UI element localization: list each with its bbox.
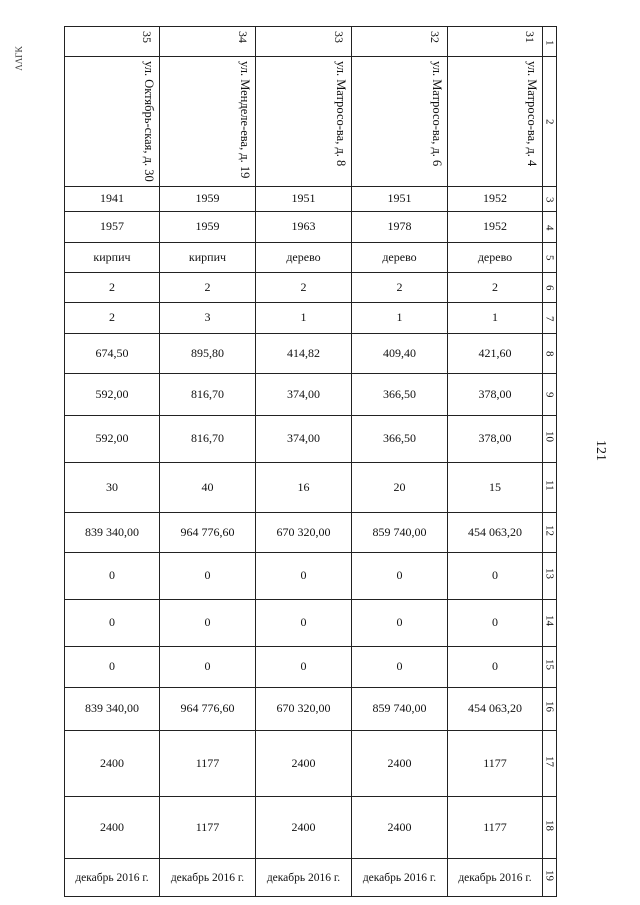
deadline-text: декабрь 2016 г. xyxy=(75,871,149,884)
c15-text: 0 xyxy=(492,659,498,674)
address-text: ул. Матросо-ва, д. 4 xyxy=(525,61,539,167)
table-cell-floors xyxy=(448,272,543,302)
row-number-cell xyxy=(543,415,557,462)
row-number-cell xyxy=(543,242,557,272)
row-number-cell xyxy=(543,858,557,896)
table-cell-c15 xyxy=(160,646,256,687)
repair-text: 1957 xyxy=(100,219,124,234)
row-number-cell xyxy=(543,462,557,512)
c18-text: 1177 xyxy=(195,819,220,834)
table-cell-area_living xyxy=(65,373,160,415)
table-cell-area_total xyxy=(256,333,352,373)
row-number: 17 xyxy=(543,755,556,767)
table-cell-c15 xyxy=(352,646,448,687)
c16-text: 839 340,00 xyxy=(85,701,139,716)
c15-text: 0 xyxy=(204,659,211,674)
num-text: 32 xyxy=(428,31,442,43)
built-text: 1951 xyxy=(387,191,412,206)
area_living-text: 592,00 xyxy=(95,386,129,401)
row-number-cell xyxy=(543,57,557,187)
table-cell-built xyxy=(256,186,352,211)
row-number-cell xyxy=(543,186,557,211)
c13-text: 0 xyxy=(204,568,211,583)
residents-text: 15 xyxy=(489,479,501,494)
table-cell-floors xyxy=(65,272,160,302)
table-cell-repair xyxy=(160,211,256,242)
c17-text: 1177 xyxy=(195,755,220,770)
table-cell-c16 xyxy=(448,687,543,730)
table-cell-address xyxy=(352,57,448,187)
entrances-text: 2 xyxy=(109,310,115,325)
area_living-text: 374,00 xyxy=(287,386,320,401)
deadline-text: декабрь 2016 г. xyxy=(170,871,245,884)
table-cell-material xyxy=(448,242,543,272)
table-cell-c13 xyxy=(352,552,448,599)
table-cell-built xyxy=(65,186,160,211)
built-text: 1951 xyxy=(291,191,316,206)
num-text: 31 xyxy=(523,31,537,43)
row-number-cell xyxy=(543,796,557,858)
table-row xyxy=(65,186,557,211)
row-number: 15 xyxy=(543,659,556,671)
table-cell-area_living xyxy=(448,373,543,415)
table-cell-c16 xyxy=(352,687,448,730)
table-cell-c18 xyxy=(160,796,256,858)
c13-text: 0 xyxy=(300,568,307,583)
table-cell-cost xyxy=(65,512,160,552)
deadline-text: декабрь 2016 г. xyxy=(266,871,341,884)
row-number-cell xyxy=(543,687,557,730)
table-cell-c18 xyxy=(352,796,448,858)
row-number-cell xyxy=(543,211,557,242)
table-cell-material xyxy=(352,242,448,272)
table-cell-area_residential xyxy=(448,415,543,462)
row-number: 2 xyxy=(543,119,556,125)
row-number: 7 xyxy=(543,315,556,322)
c14-text: 0 xyxy=(204,615,211,630)
table-cell-repair xyxy=(448,211,543,242)
table-row xyxy=(65,687,557,730)
table-row xyxy=(65,242,557,272)
table-row xyxy=(65,415,557,462)
entrances-text: 3 xyxy=(204,310,211,325)
row-number-cell xyxy=(543,512,557,552)
address-text: ул. Менделе-ева, д. 19 xyxy=(238,61,252,179)
table-cell-c14 xyxy=(448,599,543,646)
table-cell-c13 xyxy=(160,552,256,599)
c14-text: 0 xyxy=(396,615,403,630)
area_residential-text: 366,50 xyxy=(383,431,416,446)
num-text: 35 xyxy=(140,31,154,43)
built-text: 1952 xyxy=(483,191,507,206)
residents-text: 30 xyxy=(106,479,118,494)
row-number: 6 xyxy=(543,285,556,291)
table-cell-area_total xyxy=(160,333,256,373)
row-number: 14 xyxy=(543,615,556,627)
row-number-cell xyxy=(543,27,557,57)
row-number: 13 xyxy=(543,568,556,580)
area_total-text: 674,50 xyxy=(95,345,129,360)
table-cell-c13 xyxy=(448,552,543,599)
area_living-text: 378,00 xyxy=(478,386,512,401)
table-row xyxy=(65,646,557,687)
table-cell-area_total xyxy=(448,333,543,373)
row-number: 5 xyxy=(543,255,556,261)
area_total-text: 409,40 xyxy=(383,345,416,360)
table-cell-c14 xyxy=(256,599,352,646)
area_residential-text: 378,00 xyxy=(478,431,512,446)
c18-text: 2400 xyxy=(100,819,124,834)
c16-text: 670 320,00 xyxy=(276,701,331,716)
table-cell-residents xyxy=(160,462,256,512)
table-cell-entrances xyxy=(65,302,160,333)
num-text: 34 xyxy=(236,31,250,43)
table-cell-cost xyxy=(448,512,543,552)
table-cell-num xyxy=(448,27,543,57)
table-cell-area_total xyxy=(65,333,160,373)
table-row xyxy=(65,211,557,242)
table-cell-c18 xyxy=(256,796,352,858)
built-text: 1959 xyxy=(195,191,220,206)
table-cell-cost xyxy=(352,512,448,552)
table-row xyxy=(65,27,557,57)
row-number: 1 xyxy=(543,39,556,45)
row-number: 19 xyxy=(543,869,556,881)
row-number: 11 xyxy=(543,480,556,491)
table-cell-floors xyxy=(160,272,256,302)
c17-text: 2400 xyxy=(100,755,124,770)
table-row xyxy=(65,302,557,333)
material-text: кирпич xyxy=(188,249,227,264)
table-cell-c16 xyxy=(160,687,256,730)
floors-text: 2 xyxy=(300,279,307,294)
c13-text: 0 xyxy=(492,568,498,583)
table-cell-c15 xyxy=(448,646,543,687)
address-text: ул. Матросо-ва, д. 6 xyxy=(430,61,444,167)
table-row xyxy=(65,599,557,646)
deadline-text: декабрь 2016 г. xyxy=(458,871,532,884)
cost-text: 670 320,00 xyxy=(276,524,331,539)
table-row xyxy=(65,462,557,512)
repair-text: 1963 xyxy=(291,219,316,234)
table-cell-address xyxy=(448,57,543,187)
row-number-cell xyxy=(543,646,557,687)
table-cell-deadline xyxy=(160,858,256,896)
table-row xyxy=(65,333,557,373)
area_residential-text: 592,00 xyxy=(95,431,129,446)
table-cell-built xyxy=(352,186,448,211)
table-cell-c18 xyxy=(65,796,160,858)
table-cell-built xyxy=(448,186,543,211)
table-cell-c17 xyxy=(352,730,448,796)
table-row xyxy=(65,858,557,896)
material-text: кирпич xyxy=(93,249,131,264)
table-cell-entrances xyxy=(160,302,256,333)
c15-text: 0 xyxy=(396,659,403,674)
row-number: 3 xyxy=(543,196,556,203)
table-cell-c13 xyxy=(65,552,160,599)
table-cell-area_living xyxy=(160,373,256,415)
built-text: 1941 xyxy=(100,191,124,206)
table-cell-area_residential xyxy=(160,415,256,462)
row-number: 18 xyxy=(543,819,556,831)
table-row xyxy=(65,796,557,858)
floors-text: 2 xyxy=(396,279,403,294)
deadline-text: декабрь 2016 г. xyxy=(362,871,437,884)
repair-text: 1952 xyxy=(483,219,507,234)
table-cell-cost xyxy=(160,512,256,552)
table-cell-c16 xyxy=(65,687,160,730)
floors-text: 2 xyxy=(109,279,115,294)
table-cell-area_residential xyxy=(65,415,160,462)
cost-text: 964 776,60 xyxy=(180,524,235,539)
c17-text: 1177 xyxy=(483,755,507,770)
table-row xyxy=(65,730,557,796)
area_living-text: 816,70 xyxy=(191,386,224,401)
table-cell-material xyxy=(65,242,160,272)
data-table xyxy=(64,26,557,897)
margin-note: ΛΛΓΚ xyxy=(14,46,24,71)
table-row xyxy=(65,57,557,187)
c15-text: 0 xyxy=(300,659,307,674)
table-cell-num xyxy=(256,27,352,57)
table-cell-floors xyxy=(352,272,448,302)
table-cell-material xyxy=(160,242,256,272)
row-number-cell xyxy=(543,272,557,302)
table-cell-floors xyxy=(256,272,352,302)
residents-text: 40 xyxy=(201,479,214,494)
table-cell-address xyxy=(160,57,256,187)
floors-text: 2 xyxy=(204,279,211,294)
table-cell-entrances xyxy=(352,302,448,333)
table-cell-entrances xyxy=(256,302,352,333)
area_total-text: 421,60 xyxy=(478,345,512,360)
table-cell-material xyxy=(256,242,352,272)
c16-text: 964 776,60 xyxy=(180,701,235,716)
cost-text: 839 340,00 xyxy=(85,524,139,539)
table-cell-residents xyxy=(256,462,352,512)
table-cell-c17 xyxy=(160,730,256,796)
table-cell-area_living xyxy=(352,373,448,415)
table-row xyxy=(65,552,557,599)
row-number: 12 xyxy=(543,524,556,536)
table-cell-address xyxy=(256,57,352,187)
row-number-cell xyxy=(543,730,557,796)
table-cell-deadline xyxy=(352,858,448,896)
table-cell-address xyxy=(65,57,160,187)
page-number: 121 xyxy=(593,440,608,461)
repair-text: 1959 xyxy=(195,219,220,234)
cost-text: 859 740,00 xyxy=(372,524,427,539)
table-cell-c17 xyxy=(448,730,543,796)
row-number-cell xyxy=(543,333,557,373)
c18-text: 2400 xyxy=(291,819,316,834)
material-text: дерево xyxy=(286,249,321,264)
table-cell-c14 xyxy=(160,599,256,646)
table-cell-c14 xyxy=(352,599,448,646)
table-cell-repair xyxy=(352,211,448,242)
c14-text: 0 xyxy=(300,615,307,630)
c13-text: 0 xyxy=(109,568,115,583)
table-row xyxy=(65,373,557,415)
table-cell-built xyxy=(160,186,256,211)
c15-text: 0 xyxy=(109,659,115,674)
table-cell-c16 xyxy=(256,687,352,730)
table-cell-num xyxy=(65,27,160,57)
area_total-text: 895,80 xyxy=(191,345,224,360)
address-text: ул. Октябрь-ская, д. 30 xyxy=(142,61,156,182)
table-row xyxy=(65,272,557,302)
c14-text: 0 xyxy=(492,615,498,630)
area_residential-text: 374,00 xyxy=(287,431,320,446)
table-cell-c17 xyxy=(256,730,352,796)
table-cell-cost xyxy=(256,512,352,552)
table-cell-area_residential xyxy=(352,415,448,462)
entrances-text: 1 xyxy=(396,310,403,325)
table-cell-c13 xyxy=(256,552,352,599)
area_living-text: 366,50 xyxy=(383,386,416,401)
table-cell-c14 xyxy=(65,599,160,646)
row-number: 8 xyxy=(543,351,556,357)
area_total-text: 414,82 xyxy=(287,345,320,360)
c17-text: 2400 xyxy=(387,755,412,770)
table-cell-residents xyxy=(448,462,543,512)
table-cell-c18 xyxy=(448,796,543,858)
table-cell-num xyxy=(352,27,448,57)
residents-text: 16 xyxy=(297,479,310,494)
table-cell-num xyxy=(160,27,256,57)
c16-text: 454 063,20 xyxy=(468,701,522,716)
repair-text: 1978 xyxy=(387,219,412,234)
table-cell-repair xyxy=(65,211,160,242)
row-number: 9 xyxy=(543,392,556,398)
entrances-text: 1 xyxy=(300,310,307,325)
table-cell-deadline xyxy=(256,858,352,896)
table-cell-entrances xyxy=(448,302,543,333)
material-text: дерево xyxy=(477,249,513,264)
c16-text: 859 740,00 xyxy=(372,701,427,716)
row-number-cell xyxy=(543,599,557,646)
table-cell-c15 xyxy=(256,646,352,687)
material-text: дерево xyxy=(382,249,417,264)
table-cell-repair xyxy=(256,211,352,242)
c18-text: 2400 xyxy=(387,819,412,834)
table-cell-area_total xyxy=(352,333,448,373)
table-cell-c17 xyxy=(65,730,160,796)
row-number-cell xyxy=(543,373,557,415)
table-cell-area_residential xyxy=(256,415,352,462)
num-text: 33 xyxy=(332,31,346,43)
cost-text: 454 063,20 xyxy=(468,524,522,539)
row-number: 10 xyxy=(543,431,556,443)
address-text: ул. Матросо-ва, д. 8 xyxy=(334,61,348,167)
table-row xyxy=(65,512,557,552)
table-cell-deadline xyxy=(65,858,160,896)
entrances-text: 1 xyxy=(492,310,498,325)
area_residential-text: 816,70 xyxy=(191,431,224,446)
row-number: 16 xyxy=(543,701,556,713)
table-cell-residents xyxy=(352,462,448,512)
row-number-cell xyxy=(543,552,557,599)
table-cell-deadline xyxy=(448,858,543,896)
c13-text: 0 xyxy=(396,568,403,583)
table-cell-c15 xyxy=(65,646,160,687)
row-number: 4 xyxy=(543,224,556,231)
c18-text: 1177 xyxy=(483,819,507,834)
residents-text: 20 xyxy=(393,479,406,494)
table-cell-area_living xyxy=(256,373,352,415)
table-cell-residents xyxy=(65,462,160,512)
c14-text: 0 xyxy=(109,615,115,630)
row-number-cell xyxy=(543,302,557,333)
floors-text: 2 xyxy=(492,279,498,294)
c17-text: 2400 xyxy=(291,755,316,770)
